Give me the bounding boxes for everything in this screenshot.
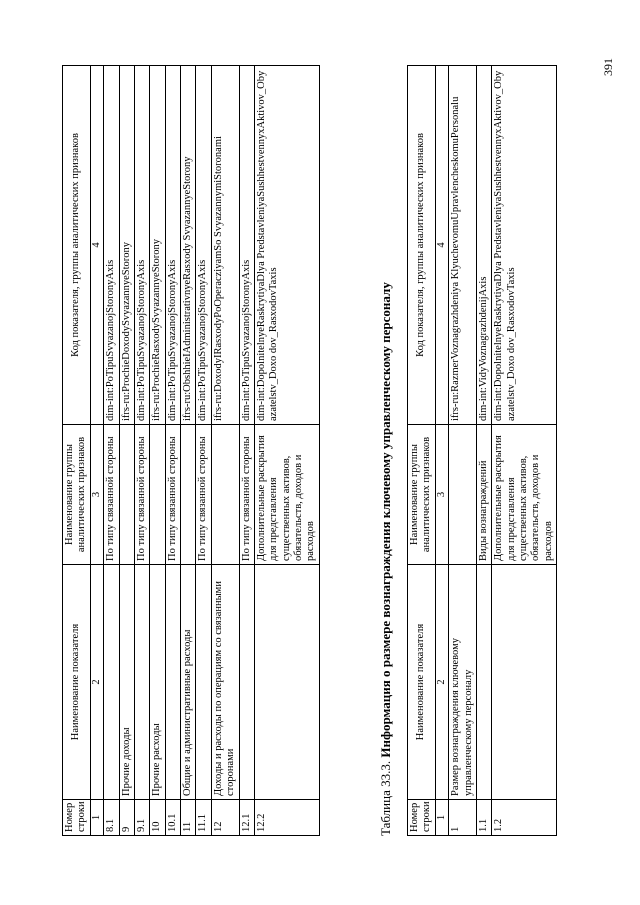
column-number: 3 — [90, 425, 103, 565]
column-number: 1 — [90, 800, 103, 836]
code-cell: ifrs-ru:RazmerVoznagrazhdeniya KlyuchevomuUpravlencheskomuPersonalu — [449, 66, 477, 425]
table-key-personnel — [407, 65, 557, 836]
indicator-name-cell — [254, 565, 319, 800]
caption-prefix: Таблица 33.3. — [378, 760, 393, 836]
indicator-name-cell — [492, 565, 557, 800]
header-code: Код показателя, группы аналитических признаков — [408, 66, 436, 425]
table-row — [254, 66, 319, 836]
row-number-cell: 9 — [119, 800, 134, 836]
table-row — [492, 66, 557, 836]
header-group-name: Наименование группы аналитических признаков — [408, 425, 436, 565]
group-name-cell: По типу связанной стороны — [134, 425, 149, 565]
group-name-cell — [150, 425, 165, 565]
row-number-cell: 8.1 — [104, 800, 119, 836]
group-name-cell — [449, 425, 477, 565]
column-number-row — [435, 66, 448, 836]
indicator-name-cell: Доходы и расходы по операциям со связанными сторонами — [211, 565, 239, 800]
table-row — [150, 66, 165, 836]
row-number-cell: 10 — [150, 800, 165, 836]
row-number-cell: 11.1 — [196, 800, 211, 836]
table-row — [165, 66, 180, 836]
column-number: 4 — [90, 66, 103, 425]
column-number: 2 — [90, 565, 103, 800]
header-group-name: Наименование группы аналитических признаков — [63, 425, 91, 565]
caption-title: Информация о размере вознаграждения ключевому управленческому персоналу — [378, 282, 393, 758]
code-cell: dim-int:VidyVoznagrazhdenijAxis — [476, 66, 491, 425]
code-cell: ifrs-ru:ObshhieIAdministrativnyeRasxody SvyazannyeStorony — [181, 66, 196, 425]
table-header-row — [408, 66, 436, 836]
header-indicator-name: Наименование показателя — [408, 565, 436, 800]
group-name-cell: По типу связанной стороны — [196, 425, 211, 565]
row-number-cell: 11 — [181, 800, 196, 836]
group-name-cell — [211, 425, 239, 565]
row-number-cell: 12.1 — [239, 800, 254, 836]
table-row — [119, 66, 134, 836]
indicator-name-cell: Размер вознаграждения ключевому управленческому персоналу — [449, 565, 477, 800]
indicator-name-cell: Общие и административные расходы — [181, 565, 196, 800]
code-cell: ifrs-ru:ProchieDoxodySvyazannyeStorony — [119, 66, 134, 425]
code-cell: dim-int:PoTipuSvyazanojStoronyAxis — [196, 66, 211, 425]
column-number: 2 — [435, 565, 448, 800]
indicator-name-cell — [134, 565, 149, 800]
table-row — [181, 66, 196, 836]
table-row — [196, 66, 211, 836]
rotated-content — [62, 66, 582, 836]
column-number: 3 — [435, 425, 448, 565]
header-code: Код показателя, группы аналитических признаков — [63, 66, 91, 425]
code-cell: dim-int:PoTipuSvyazanojStoronyAxis — [134, 66, 149, 425]
table-row — [211, 66, 239, 836]
row-number-cell: 1 — [449, 800, 477, 836]
group-name-cell: Дополнительные раскрытия для представления существенных активов, обязательств, доходов и расходов — [254, 425, 319, 565]
header-indicator-name: Наименование показателя — [63, 565, 91, 800]
code-cell: dim-int:DopolnitelnyeRaskrytiyaDlya PredstavleniyaSushhestvennyxAktivov_Obyazatelstv_Doxo dov_RasxodovTaxis — [492, 66, 557, 425]
code-cell: dim-int:DopolnitelnyeRaskrytiyaDlya PredstavleniyaSushhestvennyxAktivov_Obyazatelstv_Doxo dov_RasxodovTaxis — [254, 66, 319, 425]
indicator-name-cell — [104, 565, 119, 800]
group-name-cell — [119, 425, 134, 565]
code-cell: dim-int:PoTipuSvyazanojStoronyAxis — [104, 66, 119, 425]
column-number: 4 — [435, 66, 448, 425]
header-row-number: Номер строки — [63, 800, 91, 836]
row-number-cell: 1.2 — [492, 800, 557, 836]
page-number: 391 — [601, 58, 615, 76]
column-number-row — [90, 66, 103, 836]
column-number: 1 — [435, 800, 448, 836]
table-row — [449, 66, 477, 836]
group-name-cell: Виды вознаграждений — [476, 425, 491, 565]
indicator-name-cell — [239, 565, 254, 800]
group-name-cell: По типу связанной стороны — [104, 425, 119, 565]
table-header-row — [63, 66, 91, 836]
row-number-cell: 9.1 — [134, 800, 149, 836]
group-name-cell: По типу связанной стороны — [165, 425, 180, 565]
table-row — [476, 66, 491, 836]
code-cell: ifrs-ru:ProchieRasxodySvyazannyeStorony — [150, 66, 165, 425]
row-number-cell: 1.1 — [476, 800, 491, 836]
indicator-name-cell — [196, 565, 211, 800]
header-row-number: Номер строки — [408, 800, 436, 836]
table-related-parties — [62, 65, 320, 836]
group-name-cell: По типу связанной стороны — [239, 425, 254, 565]
table-row — [134, 66, 149, 836]
group-name-cell: Дополнительные раскрытия для представления существенных активов, обязательств, доходов и расходов — [492, 425, 557, 565]
code-cell: dim-int:PoTipuSvyazanojStoronyAxis — [239, 66, 254, 425]
code-cell: ifrs-ru:DoxodyIRasxodyPoOperacziyamSo SvyazannymiStoronami — [211, 66, 239, 425]
row-number-cell: 12 — [211, 800, 239, 836]
indicator-name-cell: Прочие расходы — [150, 565, 165, 800]
table-caption — [378, 66, 394, 836]
code-cell: dim-int:PoTipuSvyazanojStoronyAxis — [165, 66, 180, 425]
row-number-cell: 10.1 — [165, 800, 180, 836]
row-number-cell: 12.2 — [254, 800, 319, 836]
table-row — [239, 66, 254, 836]
table-row — [104, 66, 119, 836]
indicator-name-cell: Прочие доходы — [119, 565, 134, 800]
indicator-name-cell — [165, 565, 180, 800]
group-name-cell — [181, 425, 196, 565]
indicator-name-cell — [476, 565, 491, 800]
